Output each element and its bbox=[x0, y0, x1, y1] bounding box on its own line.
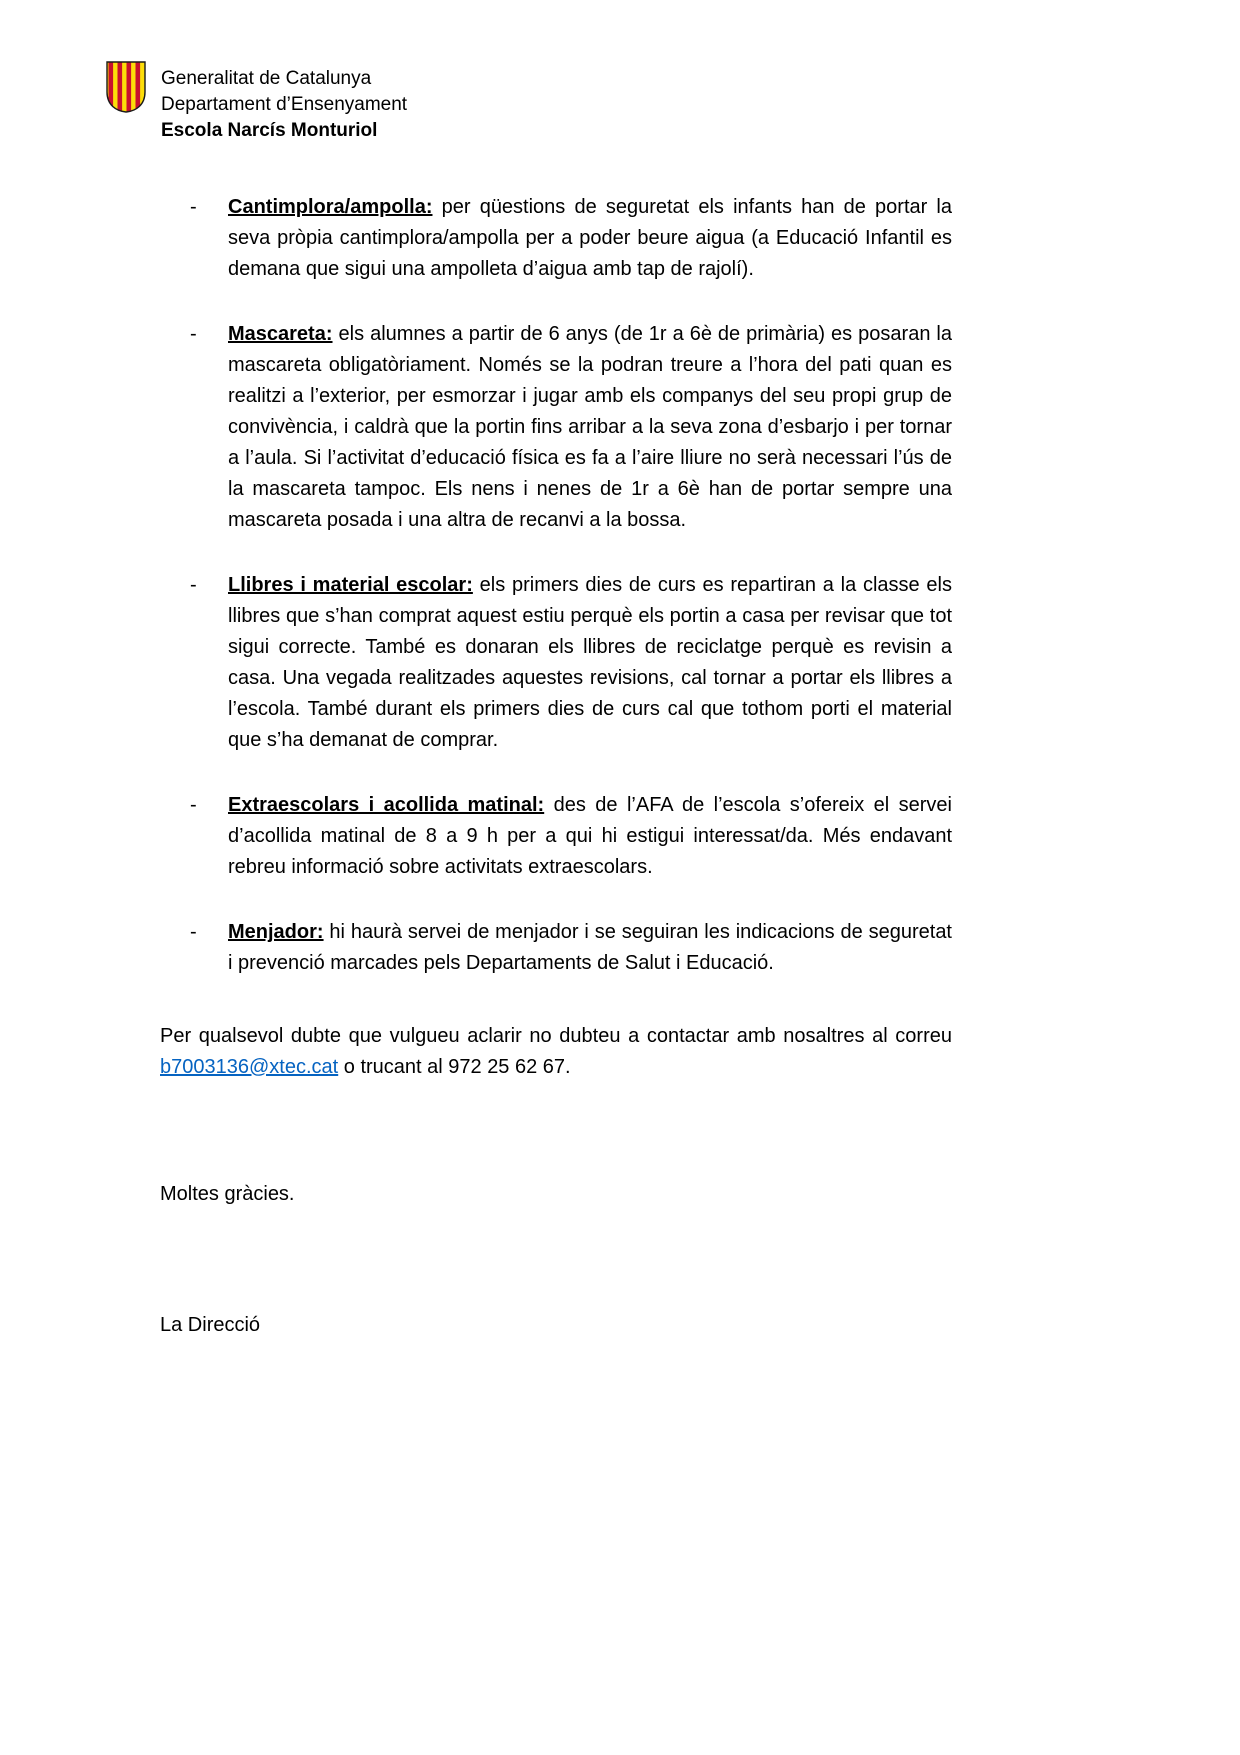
item-text: des de l’AFA de l’escola s’ofereix el servei d’acollida matinal de 8 a 9 h per a qui hi estigui interessat/da. Més endavant rebreu informació sobre activitats extraescolars. bbox=[228, 794, 952, 878]
list-item-extraescolars bbox=[160, 790, 952, 883]
item-text: els alumnes a partir de 6 anys (de 1r a 6è de primària) es posaran la mascareta obligatòriament. Només se la podran treure a l’hora del pati quan es realitzi a l’exterior, per esmorzar i jugar amb els companys del seu propi grup de convivència, i caldrà que la portin fins arribar a la seva zona d’esbarjo i per tornar a l’aula. Si l’activitat d’educació física es fa a l’aire lliure no serà necessari l’ús de la mascareta tampoc. Els nens i nenes de 1r a 6è han de portar sempre una mascareta posada i una altra de recanvi a la bossa. bbox=[228, 323, 953, 531]
department-name: Departament d’Ensenyament bbox=[161, 94, 408, 115]
item-text: els primers dies de curs es repartiran a la classe els llibres que s’han comprat aquest estiu perquè els portin a casa per revisar que tot sigui correcte. També es donaran els llibres de reciclatge perquè es revisin a casa. Una vegada realitzades aquestes revisions, cal tornar a portar els llibres a l’escola. També durant els primers dies de curs cal que tothom porti el material que s’ha demanat de comprar. bbox=[228, 574, 952, 751]
item-paragraph bbox=[228, 790, 952, 883]
list-item-cantimplora bbox=[160, 192, 952, 285]
item-paragraph bbox=[228, 319, 952, 536]
item-paragraph bbox=[228, 570, 952, 756]
thanks-text: Moltes gràcies. bbox=[160, 1183, 295, 1205]
list-item-llibres bbox=[160, 570, 952, 756]
item-label: Mascareta: bbox=[228, 323, 333, 345]
item-label: Menjador: bbox=[228, 921, 324, 943]
item-label: Cantimplora/ampolla: bbox=[228, 196, 433, 218]
list-item-mascareta bbox=[160, 319, 952, 536]
letterhead bbox=[104, 60, 1240, 144]
signature-text: La Direcció bbox=[160, 1314, 261, 1336]
bullet-dash: - bbox=[190, 574, 197, 596]
item-text: per qüestions de seguretat els infants han de portar la seva pròpia cantimplora/ampolla per a poder beure aigua (a Educació Infantil es demana que sigui una ampolleta d’aigua amb tap de rajolí). bbox=[228, 196, 952, 280]
bullet-dash: - bbox=[190, 794, 197, 816]
item-label: Llibres i material escolar: bbox=[228, 574, 473, 596]
org-name: Generalitat de Catalunya bbox=[161, 68, 372, 89]
item-text: hi haurà servei de menjador i se seguiran les indicacions de seguretat i prevenció marcades pels Departaments de Salut i Educació. bbox=[228, 921, 952, 974]
generalitat-senyera-logo-icon bbox=[104, 60, 148, 114]
letter-body bbox=[160, 192, 952, 1341]
list-item-menjador bbox=[160, 917, 952, 979]
bullet-dash: - bbox=[190, 921, 197, 943]
item-paragraph bbox=[228, 917, 952, 979]
bullet-dash: - bbox=[190, 323, 197, 345]
contact-text-before: Per qualsevol dubte que vulgueu aclarir no dubteu a contactar amb nosaltres al correu bbox=[160, 1025, 952, 1047]
bullet-dash: - bbox=[190, 196, 197, 218]
email-link[interactable]: b7003136@xtec.cat bbox=[160, 1056, 339, 1078]
item-paragraph bbox=[228, 192, 952, 285]
item-label: Extraescolars i acollida matinal: bbox=[228, 794, 545, 816]
contact-text-after: o trucant al 972 25 62 67. bbox=[338, 1056, 571, 1078]
letterhead-text bbox=[161, 60, 407, 144]
school-name: Escola Narcís Monturiol bbox=[161, 120, 378, 141]
contact-paragraph bbox=[160, 1021, 952, 1083]
